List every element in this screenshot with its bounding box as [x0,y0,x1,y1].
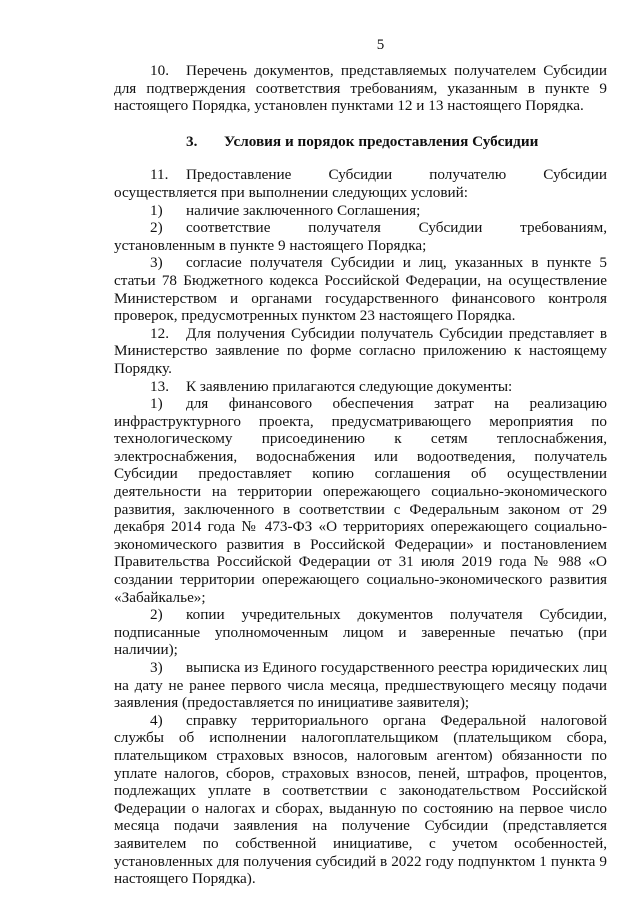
paragraph-number: 12. [150,324,169,342]
subitem-number: 3) [150,659,163,676]
subitem-11-2 [114,219,607,254]
subitem-number: 1) [150,201,163,219]
paragraph-11 [114,166,607,201]
section-heading [114,133,607,151]
page-number: 5 [376,37,385,53]
subitem-number: 4) [150,711,163,729]
paragraph-text: Для получения Субсидии получатель Субсидии представляет в Министерство заявление по форме согласно приложению к настоящему Порядку. [114,324,607,377]
subitem-11-3 [114,254,607,324]
paragraph-text: Перечень документов, представляемых получателем Субсидии для подтверждения соответствия требованиям, указанным в пункте 9 настоящего Порядка, установлен пунктами 12 и 13 настоящего Порядка. [114,62,607,115]
section-number: 3. [186,132,198,150]
subitem-11-1 [114,202,607,220]
subitem-13-4 [114,712,607,888]
subitem-text: для финансового обеспечения затрат на реализацию инфраструктурного проекта, предусматривающего мероприятия по технологическому присоединению к сетям теплоснабжения, электроснабжения, водоснабжения или водоотведения, получатель Субсидии предоставляет копию соглашения об осуществлении деятельности на территории опережающего социально-экономического развития, заключенного в соответствии с Федеральным законом от 29 декабря 2014 года № 473-ФЗ «О территориях опережающего социально-экономического развития в Российской Федерации» и постановлением Правительства Российской Федерации от 31 июля 2019 года № 988 «О создании территории опережающего социально-экономического развития «Забайкалье»; [114,395,607,606]
subitem-text: соответствие получателя Субсидии требованиям, установленным в пункте 9 настоящего Порядка; [114,219,607,254]
paragraph-13 [114,378,607,396]
subitem-text: согласие получателя Субсидии и лиц, указанных в пункте 5 статьи 78 Бюджетного кодекса Российской Федерации, на осуществление Министерством и органами государственного финансового контроля проверок, предусмотренных пунктом 23 настоящего Порядка. [114,254,607,325]
paragraph-number: 13. [150,377,169,395]
subitem-text: наличие заключенного Соглашения; [186,201,421,219]
subitem-number: 2) [150,606,163,624]
section-title: Условия и порядок предоставления Субсидии [224,132,539,150]
subitem-text: копии учредительных документов получателя Субсидии, подписанные уполномоченным лицом и заверенные печатью (при наличии); [114,606,607,659]
subitem-text: выписка из Единого государственного реестра юридических лиц на дату не ранее первого числа месяца, предшествующего месяцу подачи заявления (предоставляется по инициативе заявителя); [114,659,607,712]
paragraph-12 [114,325,607,378]
subitem-number: 3) [150,254,163,272]
subitem-13-2 [114,606,607,659]
subitem-number: 1) [150,395,163,413]
paragraph-number: 11. [150,166,169,184]
paragraph-number: 10. [150,62,169,79]
paragraph-text: К заявлению прилагаются следующие документы: [186,377,513,395]
subitem-13-3 [114,659,607,712]
subitem-number: 2) [150,219,163,237]
subitem-13-1 [114,395,607,606]
paragraph-text: Предоставление Субсидии получателю Субсидии осуществляется при выполнении следующих условий: [114,166,607,201]
paragraph-10 [114,62,607,115]
subitem-text: справку территориального органа Федеральной налоговой службы об исполнении налогоплательщиком (плательщиком сбора, плательщиком страховых взносов, налоговым агентом) обязанности по уплате налогов, сборов, страховых взносов, пеней, штрафов, процентов, подлежащих уплате в соответствии с законодательством Российской Федерации о налогах и сборах, выданную по состоянию на первое число месяца подачи заявления на получение Субсидии (представляется заявителем по собственной инициативе, с учетом особенностей, установленных для получения субсидий в 2022 году подпунктом 1 пункта 9 настоящего Порядка). [114,711,607,888]
